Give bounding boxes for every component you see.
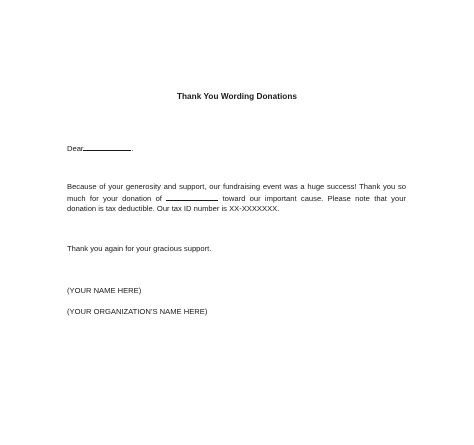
document-title: Thank You Wording Donations: [176, 92, 298, 101]
salutation: [67, 143, 134, 154]
signature-organization: (YOUR ORGANIZATION’S NAME HERE): [67, 307, 208, 316]
salutation-suffix: .: [131, 144, 134, 153]
recipient-name-blank: [83, 143, 134, 153]
salutation-prefix: Dear: [67, 144, 84, 153]
body-line-3: donation is tax deductible. Our tax ID number is XX-XXXXXXX.: [67, 204, 280, 213]
signature-name: (YOUR NAME HERE): [67, 286, 142, 295]
body-paragraph: [67, 182, 406, 215]
body-line-2-before: much for your donation of: [67, 193, 162, 203]
body-line-2: [67, 193, 406, 205]
closing-line: Thank you again for your gracious support.: [67, 244, 212, 253]
body-line-1: Because of your generosity and support, our fundraising event was a huge success! Thank you so: [67, 182, 406, 191]
donation-amount-blank: [166, 193, 218, 201]
body-line-2-after: toward our important cause. Please note that your: [222, 193, 406, 203]
